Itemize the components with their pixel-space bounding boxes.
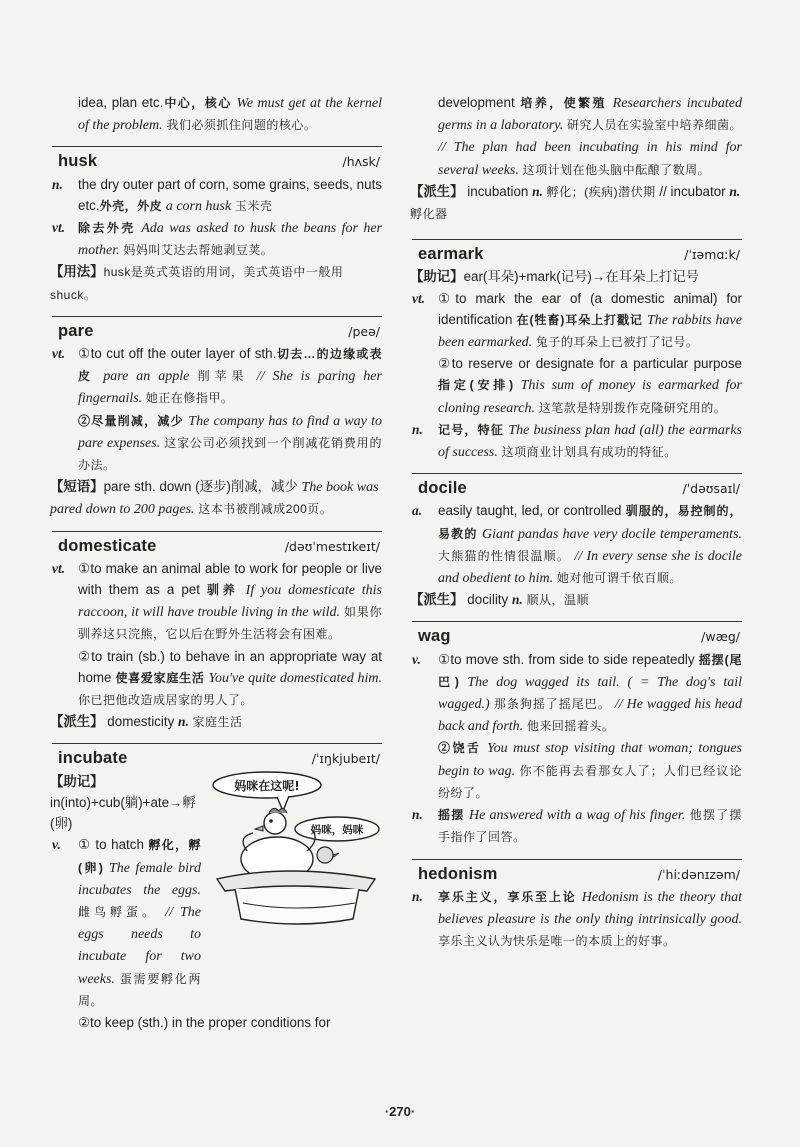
mnemonic-note [410, 266, 742, 287]
definition: ②to keep (sth.) in the proper conditions for [78, 1014, 331, 1030]
example: He answered with a wag of his finger. [468, 808, 686, 824]
example-zh: 这本书被削减成200页。 [198, 502, 333, 517]
pronunciation: /hʌsk/ [342, 154, 380, 170]
headword-bar [412, 621, 742, 647]
sense-2 [438, 737, 742, 804]
definition: the dry outer part of corn, some grains, seeds, nuts etc. [78, 176, 382, 213]
headword: hedonism [418, 864, 498, 883]
right-column [412, 92, 742, 962]
definition-zh: 摇摆 [438, 808, 465, 823]
derivative-word: domesticity [107, 714, 175, 730]
headword-bar [52, 531, 382, 557]
bubble-text-1: 妈咪在这呢! [234, 778, 300, 793]
example-zh: 雌鸟孵蛋。 [78, 904, 158, 919]
headword: domesticate [58, 536, 157, 555]
entry-docile [412, 473, 742, 611]
definition-zh: 指定(安排) [438, 378, 514, 393]
mnemonic-text: ear(耳朵)+mark(记号)→在耳朵上打记号 [463, 269, 700, 285]
pos-label: n. [532, 183, 543, 199]
example-zh: 她正在修指甲。 [145, 391, 234, 406]
sense [412, 288, 742, 354]
example-zh: 他摆了摆手指作了回答。 [438, 808, 742, 845]
entry-pare [52, 316, 382, 521]
entry-domesticate [52, 531, 382, 734]
definition-zh: 培养，使繁殖 [520, 96, 607, 110]
pos-label: vt. [52, 220, 66, 236]
definition: ①to cut off the outer layer of sth. [78, 346, 277, 362]
entry-hedonism [412, 859, 742, 953]
example-zh: 大熊猫的性情很温顺。 [438, 548, 571, 563]
pos-label: v. [412, 651, 421, 667]
definition: easily taught, led, or controlled [438, 503, 622, 519]
example: The rabbits have been earmarked. [438, 312, 742, 351]
example: // He wagged his head back and forth. [438, 697, 742, 735]
definition-zh: 孵化，孵(卵) [78, 838, 201, 875]
derivative-note [50, 711, 382, 733]
headword: husk [58, 152, 98, 171]
sense [52, 558, 382, 646]
mnemonic-tag: 【助记】 [50, 773, 104, 789]
sense-2 [78, 646, 382, 712]
pos-label: n. [52, 176, 63, 192]
pos-label: v. [52, 837, 61, 853]
headword-bar [52, 743, 382, 769]
example: You've quite domesticated him. [208, 670, 382, 686]
definition-zh: 驯养 [206, 583, 239, 598]
definition: ①to make an animal able to work for people or live with them as a pet [78, 560, 382, 598]
pronunciation: /wæg/ [701, 629, 740, 645]
example-zh: 这项商业计划具有成功的特征。 [501, 445, 677, 460]
example: Giant pandas have very docile temperaments. [481, 526, 742, 542]
hen-illustration [207, 771, 382, 931]
example-zh: 他来回摇着头。 [526, 719, 615, 734]
derivative-note [410, 589, 742, 611]
sense [52, 343, 382, 410]
derivative-word: // incubator [659, 183, 726, 199]
derivative-word: docility [467, 592, 509, 608]
definition: ①to mark the ear of (a domestic animal) for identification [438, 290, 742, 327]
kernel-zh: 中心，核心 [163, 96, 232, 110]
example: Researchers incubated germs in a laboratory. [438, 96, 742, 134]
definition: ①to move sth. from side to side repeatedly [438, 651, 695, 667]
pronunciation: /ˈɪŋkjubeɪt/ [311, 751, 380, 767]
sense [412, 649, 742, 738]
example-zh: 这项计划在他头脑中酝酿了数周。 [522, 162, 711, 177]
pos-label: vt. [412, 290, 426, 306]
usage-text: husk是英式英语的用词，美式英语中一般用shuck。 [50, 265, 344, 302]
example-zh: 妈妈叫艾达去帮她剥豆荚。 [123, 243, 274, 258]
example-zh: 如果你驯养这只浣熊，它以后在野外生活将会有困难。 [78, 605, 382, 642]
definition-zh: 驯服的，易控制的，易教的 [438, 504, 742, 541]
pos-label: vt. [52, 560, 66, 576]
example: The book was pared down to 200 pages. [50, 480, 379, 518]
derivative-tag: 【派生】 [410, 183, 464, 199]
sense-2 [78, 1012, 382, 1033]
definition-zh: 外壳，外皮 [99, 198, 163, 213]
example-zh: 削苹果 [197, 369, 249, 384]
example: // She is paring her fingernails. [78, 369, 382, 407]
sense [52, 834, 201, 1012]
pos-label: n. [412, 888, 423, 904]
example: If you domesticate this raccoon, it will have trouble living in the wild. [78, 583, 382, 621]
entry-earmark [412, 239, 742, 463]
example-zh: 兔子的耳朵上已被打了记号。 [535, 335, 699, 350]
sense [412, 500, 742, 589]
derivative-tag: 【派生】 [50, 714, 104, 730]
example: // In every sense she is docile and obedient to him. [438, 548, 742, 587]
bubble-text-2: 妈咪，妈咪 [310, 823, 364, 836]
example: a corn husk [165, 198, 232, 214]
pos-label: n. [412, 807, 423, 823]
derivative-zh: 家庭生活 [192, 715, 243, 730]
definition-zh: 切去…的边缘或表皮 [78, 347, 382, 384]
definition-zh: 享乐主义，享乐至上论 [438, 889, 577, 904]
example: // The eggs needs to incubate for two weeks. [78, 904, 201, 987]
example: Ada was asked to husk the beans for her mother. [78, 221, 382, 259]
example-zh: 你已把他改造成居家的男人了。 [78, 693, 254, 708]
entry-wag [412, 621, 742, 848]
sense [412, 804, 742, 848]
example-zh: 她对他可谓千依百顺。 [556, 571, 682, 586]
definition: ②to reserve or designate for a particular purpose [438, 356, 742, 372]
entry-incubate [52, 743, 382, 1033]
phrase-tag: 【短语】 [50, 479, 104, 495]
kernel-def: idea, plan etc. [78, 95, 164, 110]
example-zh: 研究人员在实验室中培养细菌。 [566, 118, 742, 133]
kernel-continuation [78, 92, 382, 136]
example-zh: 蛋需要孵化两周。 [78, 971, 201, 1008]
pos-label: vt. [52, 346, 66, 362]
derivative-zh: 孵化；(疾病)潜伏期 [546, 184, 656, 199]
example: This sum of money is earmarked for cloning research. [438, 378, 742, 416]
example-zh: 这笔款是特别拨作克隆研究用的。 [538, 400, 727, 415]
incubate-continuation [412, 92, 742, 225]
sense [412, 419, 742, 463]
pronunciation: /peə/ [348, 323, 380, 339]
headword: earmark [418, 245, 484, 264]
sense [52, 217, 382, 261]
definition: development [438, 95, 515, 110]
mnemonic-tag: 【助记】 [410, 269, 464, 285]
derivative-note [410, 181, 742, 225]
headword-bar [412, 473, 742, 499]
kernel-example-zh: 我们必须抓住问题的核心。 [166, 118, 317, 133]
pronunciation: /ˈɪəmɑːk/ [684, 247, 740, 263]
example: The business plan had (all) the earmarks of success. [438, 422, 742, 461]
definition: ① to hatch [78, 837, 144, 853]
example: You must stop visiting that woman; tongues begin to wag. [438, 741, 742, 779]
example: The dog wagged its tail. ( = The dog's tail wagged.) [438, 674, 742, 713]
usage-tag: 【用法】 [50, 264, 104, 280]
page-number: ·270· [384, 1104, 416, 1119]
definition-zh: ②饶舌 [438, 741, 482, 756]
example-zh: 这家公司必须找到一个削减花销费用的办法。 [78, 435, 382, 473]
example-zh: 玉米壳 [234, 198, 273, 213]
definition-zh: 记号，特征 [438, 422, 504, 437]
pronunciation: /dəʊˈmestɪkeɪt/ [284, 538, 380, 554]
headword-bar [412, 859, 742, 885]
headword: pare [58, 321, 94, 340]
example: Hedonism is the theory that believes pleasure is the only thing intrinsically good. [438, 889, 742, 927]
headword: docile [418, 479, 467, 498]
sense-2 [78, 410, 382, 477]
example: pare an apple [103, 369, 190, 385]
left-column [52, 92, 382, 1043]
usage-note [50, 261, 382, 305]
definition-zh: 除去外壳 [78, 221, 136, 236]
example-zh: 那条狗摇了摇尾巴。 [493, 697, 611, 712]
phrase: pare sth. down (逐步)削减，减少 [103, 479, 298, 495]
pos-label: n. [511, 592, 523, 608]
pronunciation: /ˈdəʊsaɪl/ [682, 481, 740, 497]
headword-bar [52, 316, 382, 342]
definition-zh: 摇摆(尾巴) [438, 652, 742, 689]
example-zh: 你不能再去看那女人了；人们已经议论纷纷了。 [438, 763, 742, 800]
pos-label: a. [412, 503, 423, 519]
derivative-zh: 孵化器 [410, 207, 448, 222]
example: The female bird incubates the eggs. [78, 860, 201, 898]
mnemonic-text: in(into)+cub(躺)+ate→孵(卵) [50, 794, 196, 832]
derivative-zh: 顺从，温顺 [526, 593, 590, 608]
pos-label: n. [412, 421, 423, 437]
pronunciation: /ˈhiːdənɪzəm/ [657, 866, 740, 882]
headword: incubate [58, 749, 128, 768]
sense-2 [438, 353, 742, 419]
example: The company has to find a way to pare expenses. [78, 413, 382, 451]
derivative-tag: 【派生】 [410, 592, 464, 608]
headword-bar [52, 146, 382, 172]
headword: wag [418, 627, 451, 646]
sense [412, 886, 742, 953]
example: // The plan had been incubating in his mind for several weeks. [438, 140, 742, 178]
definition-zh: 使喜爱家庭生活 [115, 670, 205, 685]
sense [52, 174, 382, 217]
derivative-word: incubation [467, 183, 529, 199]
pos-label: n. [178, 714, 189, 730]
entry-husk [52, 146, 382, 305]
example-zh: 享乐主义认为快乐是唯一的本质上的好事。 [438, 934, 676, 949]
kernel-example: We must get at the kernel of the problem. [78, 96, 382, 134]
phrase-note [50, 476, 382, 520]
pos-label: n. [729, 183, 741, 199]
definition-zh: ②尽量削减，减少 [78, 413, 184, 428]
headword-bar [412, 239, 742, 265]
definition: ②to train (sb.) to behave in an appropriate way at home [78, 648, 382, 685]
definition-zh: 在(牲畜)耳朵上打戳记 [516, 312, 643, 327]
